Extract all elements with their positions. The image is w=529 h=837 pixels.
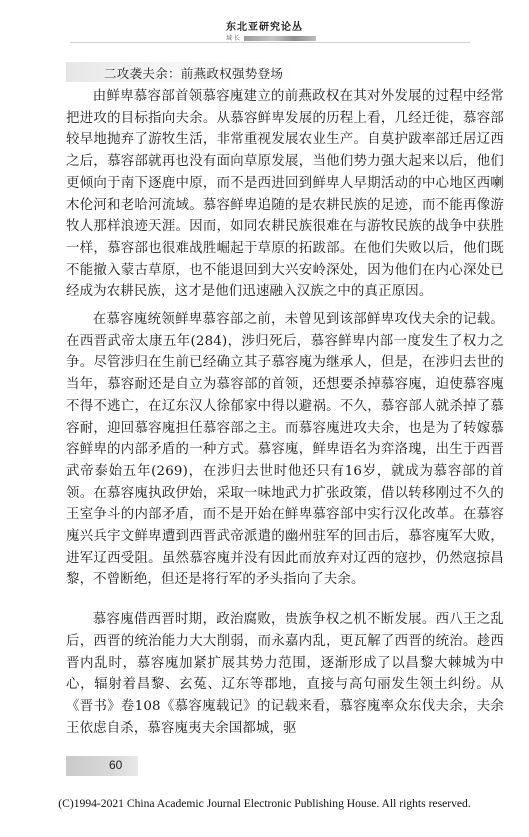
section-heading-band: [66, 62, 296, 82]
article-body: [66, 86, 504, 739]
paragraph-2: 在慕容廆统领鲜卑慕容部之前，未曾见到该部鲜卑攻伐夫余的记载。在西晋武帝太康五年(284)，涉归死后，慕容鲜卑内部一度发生了权力之争。尽管涉归在生前已经确立其子慕容廆为继承人，但是，在涉归去世的当年，慕容耐还是自立为慕容部的首领，还想要杀掉慕容廆，迫使慕容廆不得不逃亡，在辽东汉人徐郁家中得以避祸。不久，慕容部人就杀掉了慕容耐，迎回慕容廆担任慕容部之主。而慕容廆进攻夫余，也是为了转嫁慕容鲜卑的内部矛盾的一种方式。慕容廆，鲜卑语名为弈洛瑰，出生于西晋武帝泰始五年(269)，在涉归去世时他还只有16岁，就成为慕容部的首领。在慕容廆执政伊始，采取一味地武力扩张政策，借以转移刚过不久的王室争斗的内部矛盾，而不是开始在鲜卑慕容部中实行汉化改革。在慕容廆兴兵宇文鲜卑遭到西晋武帝派遣的幽州驻军的回击后，慕容廆军大败，进军辽西受阻。虽然慕容廆并没有因此而放弃对辽西的寇抄，仍然寇掠昌黎，不曾断绝，但还是将行军的矛头指向了夫余。: [66, 312, 504, 588]
journal-subtitle-prefix: 域 长: [226, 35, 240, 42]
blurred-subtitle: [244, 36, 316, 41]
page-number: 60: [109, 758, 123, 772]
paragraph-1: 由鲜卑慕容部首领慕容廆建立的前燕政权在其对外发展的过程中经常把进攻的目标指向夫余。从慕容鲜卑发展的历程上看，几经迁徙，慕容部较早地抛弃了游牧生活，非常重视发展农业生产。自莫护跋率部迁居辽西之后，慕容部就再也没有面向草原发展，当他们势力强大起来以后，他们更倾向于南下逐鹿中原，而不是西进回到鲜卑人早期活动的中心地区西喇木伦河和老哈河流域。慕容鲜卑追随的是农耕民族的足迹，而不能再像游牧人那样浪迹天涯。因而，如同农耕民族很难在与游牧民族的战争中获胜一样，慕容部也很难战胜崛起于草原的拓跋部。在他们失败以后，他们既不能撤入蒙古草原，也不能退回到大兴安岭深处，因为他们在内心深处已经成为农耕民族，这才是他们迅速融入汉族之中的真正原因。: [66, 89, 504, 300]
section-heading: 二攻袭夫余：前燕政权强势登场: [104, 66, 284, 81]
journal-title: 东北亚研究论丛: [226, 22, 303, 33]
page-number-band: [66, 756, 138, 776]
copyright-notice: (C)1994-2021 China Academic Journal Electronic Publishing House. All rights reserved.: [58, 797, 471, 810]
header-rule: [70, 42, 470, 43]
journal-subtitle: [226, 33, 316, 42]
paragraph-3: 慕容廆借西晋时期，政治腐败，贵族争权之机不断发展。西八王之乱后，西晋的统治能力大大削弱，而永嘉内乱，更瓦解了西晋的统治。趁西晋内乱时，慕容廆加紧扩展其势力范围，逐渐形成了以昌黎大棘城为中心，辐射着昌黎、玄菟、辽东等郡地，直接与高句丽发生领土纠纷。从《晋书》卷108《慕容廆载记》的记载来看，慕容廆率众东伐夫余，夫余王依虑自杀，慕容廆夷夫余国都城，驱: [66, 612, 504, 736]
